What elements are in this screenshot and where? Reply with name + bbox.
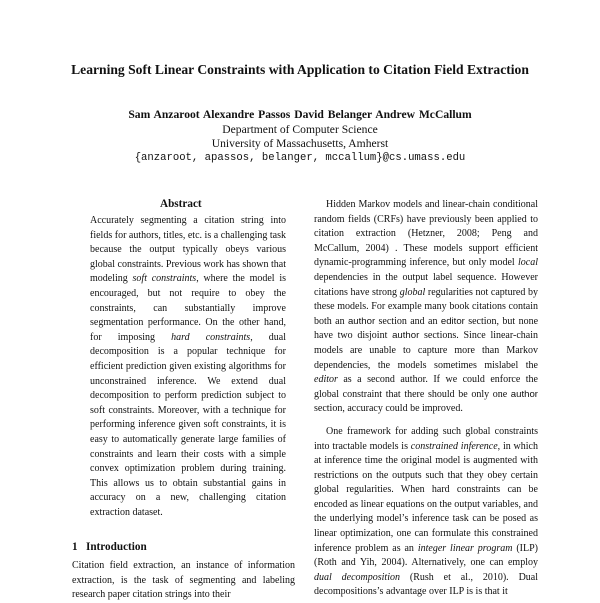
abstract-text: Accurately segmenting a citation string into fields for authors, titles, etc. is a challenging task because the output typically obeys various global constraints. Previous work has shown that modeling soft constraints, where the model is encouraged, but not require to obey the constraints, can substantially improve segmentation performance. On the other hand, for imposing hard constraints, dual decomposition is a popular technique for efficient prediction given existing algorithms for unconstrained inference. We extend dual decomposition to perform prediction subject to soft constraints. Moreover, with a technique for performing inference given soft constraints, it is easy to automatically generate large families of constraints and learn their costs with a simple convex optimization problem during training. This allows us to obtain substantial gains in accuracy on a new, challenging citation extraction dataset. xyxy=(90,215,287,518)
abstract-heading: Abstract xyxy=(160,198,202,210)
department: Department of Computer Science xyxy=(222,123,378,136)
section-title: Introduction xyxy=(85,541,147,553)
right-column-text xyxy=(314,198,538,600)
university: University of Massachusetts, Amherst xyxy=(211,137,389,150)
introduction-text: Citation field extraction, an instance of information extraction, is the task of segmenting and labeling research paper citation strings into their xyxy=(72,560,295,601)
paragraph-hmm-crf: Hidden Markov models and linear-chain conditional random fields (CRFs) have previously been applied to citation extraction (Hetzner, 2008; Peng and McCallum, 2004) . These models support efficient dynamic-programming inference, but only model local dependencies in the output label sequence. However citations have strong global regularities not captured by these models. For example many book citations contain both an author section and an editor section, but none have two disjoint author sections. Since linear-chain models are unable to capture more than Markov dependencies, the models sometimes mislabel the editor as a second author. If we could enforce the global constraint that there should be only one author section, accuracy could be improved. xyxy=(314,199,539,415)
paragraph-constrained-inference: One framework for adding such global constraints into tractable models is constrained inference, in which at inference time the original model is augmented with restrictions on the outputs such that they obey certain global regularities. When hard constraints can be encoded as linear equations on the output variables, and the underlying model’s inference task can be posed as linear optimization, one can formulate this constrained inference problem as an integer linear program (ILP) (Roth and Yih, 2004). Alternatively, one can employ dual decomposition (Rush et al., 2010). Dual decompositions’s advantage over ILP is is that it xyxy=(314,425,539,598)
section-heading-introduction xyxy=(72,540,147,554)
section-number: 1 xyxy=(72,541,78,553)
author-emails: {anzaroot, apassos, belanger, mccallum}@cs.umass.edu xyxy=(134,152,466,164)
paper-title: Learning Soft Linear Constraints with Application to Citation Field Extraction xyxy=(71,62,529,77)
author-list: Sam Anzaroot Alexandre Passos David Belanger Andrew McCallum xyxy=(128,108,472,121)
